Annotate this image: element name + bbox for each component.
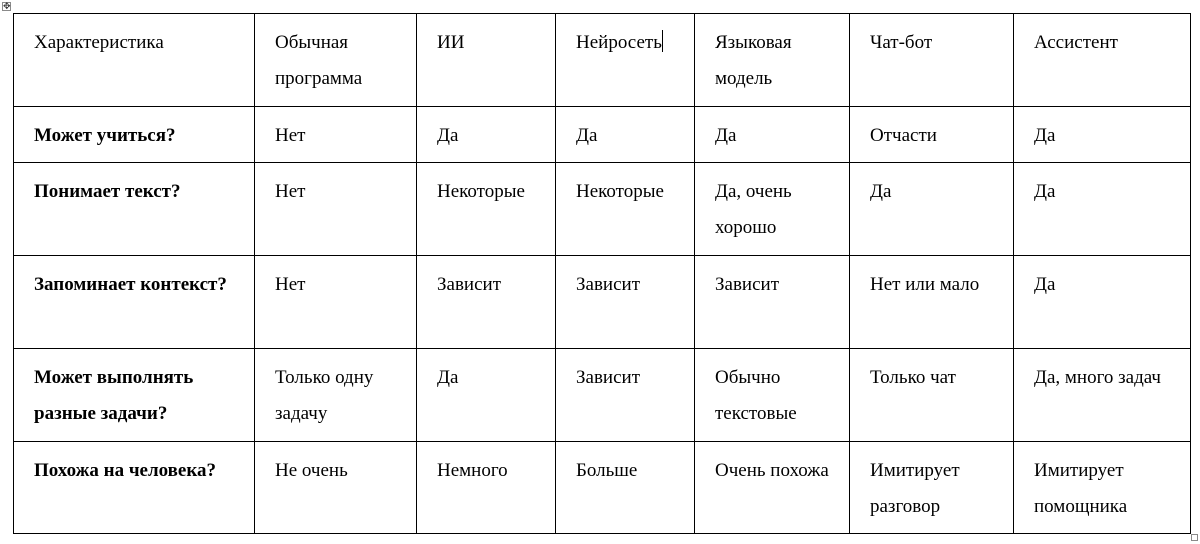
table-cell[interactable]: Да, много задач (1014, 349, 1191, 442)
header-cell-language-model[interactable]: Языковая модель (695, 14, 850, 107)
table-cell[interactable]: Обычно текстовые (695, 349, 850, 442)
table-cell[interactable]: Зависит (695, 256, 850, 349)
table-cell[interactable]: Не очень (255, 442, 417, 534)
table-row (14, 349, 1191, 442)
table-cell[interactable]: Да (1014, 256, 1191, 349)
table-cell[interactable]: Больше (556, 442, 695, 534)
table-cell[interactable]: Имитирует разговор (850, 442, 1014, 534)
table-row (14, 163, 1191, 256)
header-cell-ai[interactable]: ИИ (417, 14, 556, 107)
header-cell-regular-program[interactable]: Обычная программа (255, 14, 417, 107)
table-cell[interactable]: Нет или мало (850, 256, 1014, 349)
table-cell[interactable]: Зависит (417, 256, 556, 349)
table-cell[interactable]: Да (1014, 107, 1191, 163)
row-header-cell[interactable]: Может учиться? (14, 107, 255, 163)
table-cell[interactable]: Зависит (556, 349, 695, 442)
table-row (14, 107, 1191, 163)
row-header-cell[interactable]: Понимает текст? (14, 163, 255, 256)
row-header-cell[interactable]: Похожа на человека? (14, 442, 255, 534)
table-cell[interactable]: Нет (255, 107, 417, 163)
row-header-cell[interactable]: Может выполнять разные задачи? (14, 349, 255, 442)
table-header-row (14, 14, 1191, 107)
table-cell[interactable]: Да (417, 349, 556, 442)
header-cell-chatbot[interactable]: Чат-бот (850, 14, 1014, 107)
header-cell-neural-network[interactable] (556, 14, 695, 107)
table-row (14, 442, 1191, 534)
table-cell[interactable]: Да (556, 107, 695, 163)
table-cell[interactable]: Отчасти (850, 107, 1014, 163)
comparison-table (13, 13, 1191, 534)
table-cell[interactable]: Да (417, 107, 556, 163)
table-cell[interactable]: Да (1014, 163, 1191, 256)
table-cell[interactable]: Да, очень хорошо (695, 163, 850, 256)
table-cell[interactable]: Некоторые (417, 163, 556, 256)
table-cell[interactable]: Только чат (850, 349, 1014, 442)
table-cell[interactable]: Очень похожа (695, 442, 850, 534)
header-cell-assistant[interactable]: Ассистент (1014, 14, 1191, 107)
table-cell[interactable]: Нет (255, 163, 417, 256)
table-cell[interactable]: Некоторые (556, 163, 695, 256)
header-cell-characteristic[interactable]: Характеристика (14, 14, 255, 107)
table-cell[interactable]: Да (850, 163, 1014, 256)
table-cell[interactable]: Имитирует помощника (1014, 442, 1191, 534)
table-cell[interactable]: Немного (417, 442, 556, 534)
table-cell[interactable]: Только одну задачу (255, 349, 417, 442)
table-cell[interactable]: Зависит (556, 256, 695, 349)
table-cell[interactable]: Да (695, 107, 850, 163)
table-resize-handle-icon[interactable] (1191, 534, 1198, 541)
table-cell[interactable]: Нет (255, 256, 417, 349)
row-header-cell[interactable]: Запоминает контекст? (14, 256, 255, 349)
table-row (14, 256, 1191, 349)
header-label-neural-network: Нейросеть (576, 32, 662, 53)
table-move-handle-icon[interactable]: ✥ (3, 2, 11, 12)
text-caret (662, 30, 663, 52)
